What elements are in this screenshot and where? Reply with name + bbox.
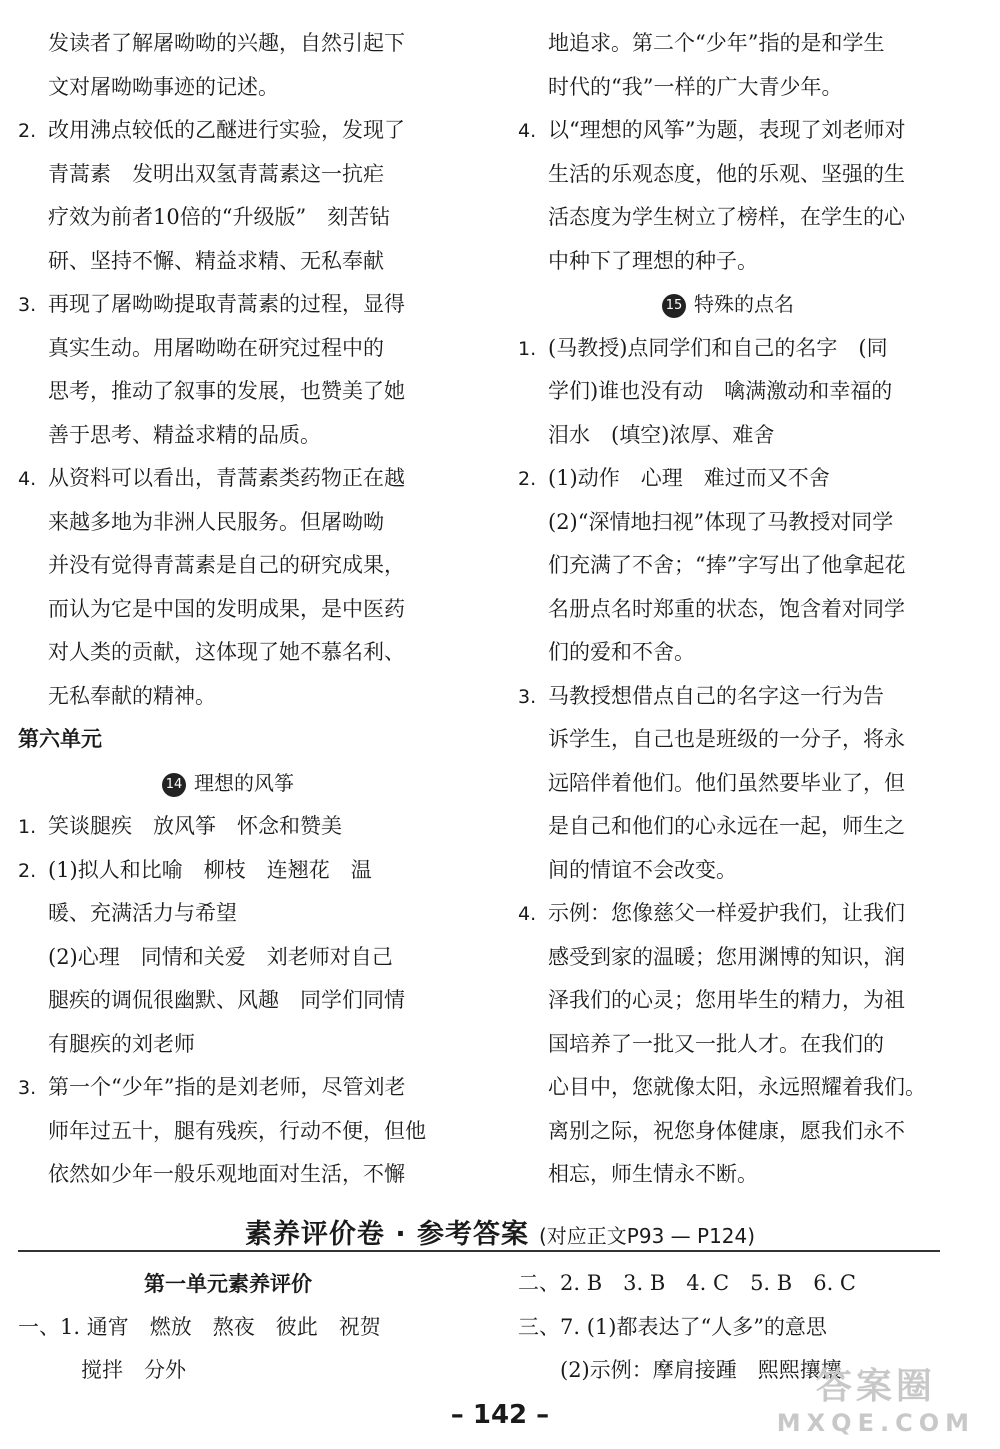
text-line: 活态度为学生树立了榜样，在学生的心 <box>548 205 905 229</box>
text-line: 文对屠呦呦事迹的记述。 <box>48 74 279 99</box>
text-line: 泽我们的心灵；您用毕生的精力，为祖 <box>548 988 905 1012</box>
text-line: 真实生动。用屠呦呦在研究过程中的 <box>48 335 384 360</box>
answer-item <box>518 457 938 675</box>
item-number: 4. <box>18 468 37 490</box>
lesson-heading <box>18 762 438 806</box>
lesson-number-badge: 14 <box>162 773 186 797</box>
text-line: 依然如少年一般乐观地面对生活，不懈 <box>48 1162 405 1186</box>
item-number: 2. <box>18 120 37 142</box>
text-line: 青蒿素 发明出双氢青蒿素这一抗疟 <box>48 161 384 186</box>
text-line: (2)示例：摩肩接踵 熙熙攘攘 <box>518 1358 842 1382</box>
text-line: 地追求。第二个“少年”指的是和学生 <box>548 31 885 55</box>
text-line: 们的爱和不舍。 <box>548 640 695 664</box>
answer-item <box>518 109 938 283</box>
text-line: 泪水 (填空)浓厚、难舍 <box>548 422 775 447</box>
text-line: 学们)谁也没有动 噙满激动和幸福的 <box>548 379 893 403</box>
text-line: 相忘，师生情永不断。 <box>548 1162 758 1186</box>
text-line: 从资料可以看出，青蒿素类药物正在越 <box>48 466 405 490</box>
item-number: 3. <box>18 1077 37 1099</box>
text-line: 间的情谊不会改变。 <box>548 857 737 882</box>
item-number: 1. <box>18 816 37 838</box>
answer-item <box>18 849 438 1067</box>
lesson-title: 特殊的点名 <box>694 292 794 316</box>
lesson-title: 理想的风筝 <box>194 770 294 795</box>
item-number: 1. <box>518 337 537 360</box>
left-column <box>18 22 438 1197</box>
text-line: 师年过五十，腿有残疾，行动不便，但他 <box>48 1118 426 1143</box>
text-line: (马教授)点同学们和自己的名字 (同 <box>548 335 888 360</box>
text-line: 对人类的贡献，这体现了她不慕名利、 <box>48 640 405 664</box>
lesson-heading <box>518 283 938 327</box>
text-line: 并没有觉得青蒿素是自己的研究成果， <box>48 553 405 577</box>
text-line: 中种下了理想的种子。 <box>548 248 758 273</box>
item-number: 4. <box>518 120 537 142</box>
answer-item <box>18 457 438 718</box>
text-line: 暖、充满活力与希望 <box>48 901 237 925</box>
text-line: 一、1. 通宵 燃放 熬夜 彼此 祝贺 <box>18 1314 381 1339</box>
text-line: 发读者了解屠呦呦的兴趣，自然引起下 <box>48 31 405 55</box>
text-line: 示例：您像慈父一样爱护我们，让我们 <box>548 901 905 925</box>
text-line: 生活的乐观态度，他的乐观、坚强的生 <box>548 161 905 186</box>
answer-item <box>18 1066 438 1197</box>
answer-item <box>518 675 938 893</box>
answer-item <box>18 109 438 283</box>
text-line: 无私奉献的精神。 <box>48 683 216 708</box>
text-line: 离别之际，祝您身体健康，愿我们永不 <box>548 1118 905 1143</box>
text-line: 们充满了不舍；“捧”字写出了他拿起花 <box>548 553 906 577</box>
text-line: 名册点名时郑重的状态，饱含着对同学 <box>548 596 905 621</box>
item-number: 2. <box>18 859 37 882</box>
item-number: 4. <box>518 903 537 925</box>
watermark-text: 答案圈 <box>815 1366 936 1407</box>
text-line: (2)心理 同情和关爱 刘老师对自己 <box>48 944 393 969</box>
text-line: 疗效为前者10倍的“升级版” 刻苦钻 <box>48 205 391 229</box>
text-line: 思考，推动了叙事的发展，也赞美了她 <box>48 379 405 403</box>
text-line: 时代的“我”一样的广大青少年。 <box>548 74 843 99</box>
text-line: 是自己和他们的心永远在一起，师生之 <box>548 814 905 838</box>
text-line: 感受到家的温暖；您用渊博的知识，润 <box>548 944 905 969</box>
text-line: 国培养了一批又一批人才。在我们的 <box>548 1031 884 1056</box>
text-line: 研、坚持不懈、精益求精、无私奉献 <box>48 248 384 273</box>
text-line: 马教授想借点自己的名字这一行为告 <box>548 683 884 708</box>
answer-item <box>18 805 438 849</box>
watermark-url: MXQE.COM <box>776 1409 975 1437</box>
answer-item <box>518 892 938 1197</box>
text-line: 第一个“少年”指的是刘老师，尽管刘老 <box>48 1075 406 1099</box>
text-line: 善于思考、精益求精的品质。 <box>48 422 321 447</box>
unit-heading: 第六单元 <box>18 727 102 751</box>
text-line: 再现了屠呦呦提取青蒿素的过程，显得 <box>48 292 405 316</box>
text-line: 二、2. B 3. B 4. C 5. B 6. C <box>518 1271 856 1295</box>
lesson-number-badge: 15 <box>662 294 686 318</box>
text-line: (1)动作 心理 难过而又不舍 <box>548 466 830 490</box>
text-line: 远陪伴着他们。他们虽然要毕业了，但 <box>548 770 905 795</box>
text-line: 三、7. (1)都表达了“人多”的意思 <box>518 1314 827 1339</box>
evaluation-left <box>18 1262 438 1393</box>
item-number: 3. <box>518 685 537 708</box>
text-line: 以“理想的风筝”为题，表现了刘老师对 <box>548 118 906 142</box>
evaluation-title <box>0 1212 1000 1251</box>
text-line: (1)拟人和比喻 柳枝 连翘花 温 <box>48 857 372 882</box>
section-title: 第一单元素养评价 <box>144 1271 312 1296</box>
evaluation-subtitle: (对应正文P93 — P124) <box>538 1224 756 1248</box>
text-line: 搅拌 分外 <box>18 1358 186 1382</box>
answer-item <box>518 327 938 458</box>
text-line: 而认为它是中国的发明成果，是中医药 <box>48 596 405 621</box>
item-number: 3. <box>18 294 37 316</box>
evaluation-main-title: 素养评价卷 · 参考答案 <box>244 1219 529 1250</box>
text-line: 笑谈腿疾 放风筝 怀念和赞美 <box>48 814 342 838</box>
text-line: 改用沸点较低的乙醚进行实验，发现了 <box>48 118 405 142</box>
text-line: (2)“深情地扫视”体现了马教授对同学 <box>548 509 894 534</box>
right-column <box>518 22 938 1197</box>
answer-item <box>18 283 438 457</box>
page-number: – 142 – <box>450 1400 550 1430</box>
title-divider <box>18 1250 940 1252</box>
text-line: 腿疾的调侃很幽默、风趣 同学们同情 <box>48 988 405 1012</box>
text-line: 心目中，您就像太阳，永远照耀着我们。 <box>548 1075 926 1099</box>
text-line: 有腿疾的刘老师 <box>48 1031 195 1056</box>
watermark-logo <box>777 1358 975 1437</box>
text-line: 诉学生，自己也是班级的一分子，将永 <box>548 727 905 751</box>
text-line: 来越多地为非洲人民服务。但屠呦呦 <box>48 509 384 534</box>
item-number: 2. <box>518 468 537 490</box>
